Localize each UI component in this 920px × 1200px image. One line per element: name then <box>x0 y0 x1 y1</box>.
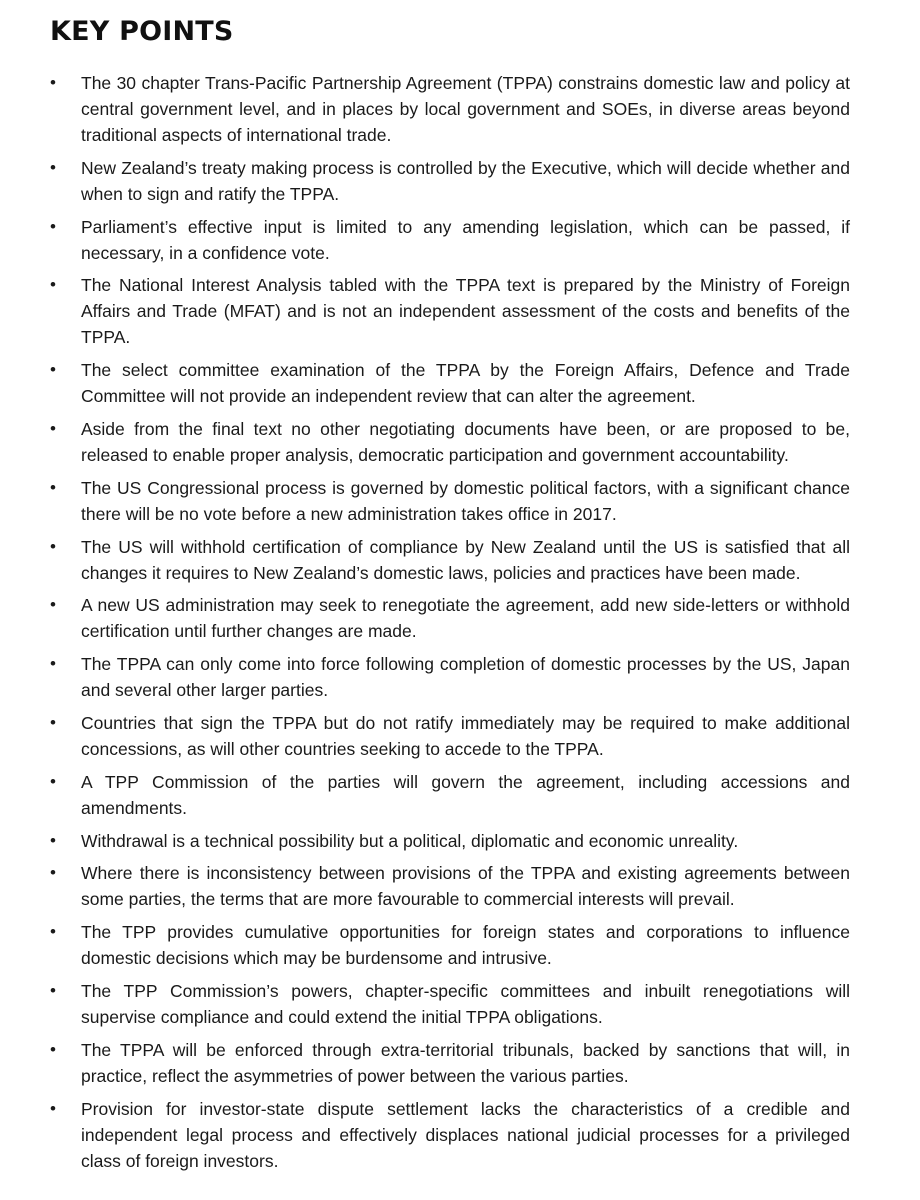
list-item <box>50 357 850 409</box>
list-item <box>50 475 850 527</box>
list-item <box>50 272 850 350</box>
list-item-text: Aside from the final text no other negotiating documents have been, or are proposed to be, released to enable proper analysis, democratic participation and government accountability. <box>81 418 850 465</box>
bullet-icon: • <box>50 922 56 942</box>
list-item <box>50 860 850 912</box>
bullet-icon: • <box>50 418 56 438</box>
list-item <box>50 769 850 821</box>
bullet-icon: • <box>50 712 56 732</box>
bullet-icon: • <box>50 536 56 556</box>
list-item-text: Withdrawal is a technical possibility but a political, diplomatic and economic unreality. <box>81 830 739 851</box>
list-item-text: Parliament’s effective input is limited to any amending legislation, which can be passed, if necessary, in a confidence vote. <box>81 216 850 263</box>
bullet-icon: • <box>50 360 56 380</box>
list-item <box>50 592 850 644</box>
list-item-text: The 30 chapter Trans-Pacific Partnership Agreement (TPPA) constrains domestic law and policy at central government level, and in places by local government and SOEs, in diverse areas beyond traditional aspects of international trade. <box>81 73 850 145</box>
bullet-icon: • <box>50 275 56 295</box>
list-item <box>50 1096 850 1174</box>
list-item <box>50 70 850 148</box>
key-points-list <box>50 70 850 1174</box>
list-item-text: The US will withhold certification of compliance by New Zealand until the US is satisfied that all changes it requires to New Zealand’s domestic laws, policies and practices have been made. <box>81 536 850 583</box>
list-item-text: The US Congressional process is governed by domestic political factors, with a significant chance there will be no vote before a new administration takes office in 2017. <box>81 477 850 524</box>
list-item-text: The National Interest Analysis tabled with the TPPA text is prepared by the Ministry of Foreign Affairs and Trade (MFAT) and is not an independent assessment of the costs and benefits of the TPPA. <box>81 275 850 348</box>
list-item <box>50 1037 850 1089</box>
page-title: KEY POINTS <box>50 16 234 47</box>
bullet-icon: • <box>50 595 56 615</box>
list-item <box>50 416 850 468</box>
list-item-text: Provision for investor-state dispute settlement lacks the characteristics of a credible and independent legal process and effectively displaces national judicial processes for a privileged class of foreign investors. <box>81 1098 850 1171</box>
bullet-icon: • <box>50 863 56 883</box>
list-item-text: The TPPA can only come into force following completion of domestic processes by the US, Japan and several other larger parties. <box>81 654 850 701</box>
bullet-icon: • <box>50 654 56 674</box>
list-item <box>50 710 850 762</box>
bullet-icon: • <box>50 980 56 1000</box>
bullet-icon: • <box>50 157 56 177</box>
bullet-icon: • <box>50 1098 56 1118</box>
list-item-text: New Zealand’s treaty making process is controlled by the Executive, which will decide whether and when to sign and ratify the TPPA. <box>81 157 850 204</box>
list-item-text: The TPPA will be enforced through extra-territorial tribunals, backed by sanctions that will, in practice, reflect the asymmetries of power between the various parties. <box>81 1039 850 1086</box>
list-item <box>50 651 850 703</box>
list-item-text: A TPP Commission of the parties will govern the agreement, including accessions and amendments. <box>81 771 850 818</box>
list-item <box>50 978 850 1030</box>
list-item <box>50 214 850 266</box>
bullet-icon: • <box>50 830 56 850</box>
bullet-icon: • <box>50 1039 56 1059</box>
list-item-text: A new US administration may seek to renegotiate the agreement, add new side-letters or withhold certification until further changes are made. <box>81 595 850 642</box>
list-item-text: Where there is inconsistency between provisions of the TPPA and existing agreements between some parties, the terms that are more favourable to commercial interests will prevail. <box>81 863 850 910</box>
list-item-text: The TPP Commission’s powers, chapter-specific committees and inbuilt renegotiations will supervise compliance and could extend the initial TPPA obligations. <box>81 980 850 1027</box>
list-item-text: The TPP provides cumulative opportunities for foreign states and corporations to influence domestic decisions which may be burdensome and intrusive. <box>81 922 850 969</box>
list-item <box>50 828 850 854</box>
bullet-icon: • <box>50 477 56 497</box>
list-item-text: The select committee examination of the TPPA by the Foreign Affairs, Defence and Trade Committee will not provide an independent review that can alter the agreement. <box>81 360 850 407</box>
list-item <box>50 919 850 971</box>
list-item <box>50 155 850 207</box>
list-item-text: Countries that sign the TPPA but do not ratify immediately may be required to make additional concessions, as will other countries seeking to accede to the TPPA. <box>81 712 850 759</box>
list-item <box>50 534 850 586</box>
bullet-icon: • <box>50 216 56 236</box>
bullet-icon: • <box>50 771 56 791</box>
bullet-icon: • <box>50 73 56 92</box>
